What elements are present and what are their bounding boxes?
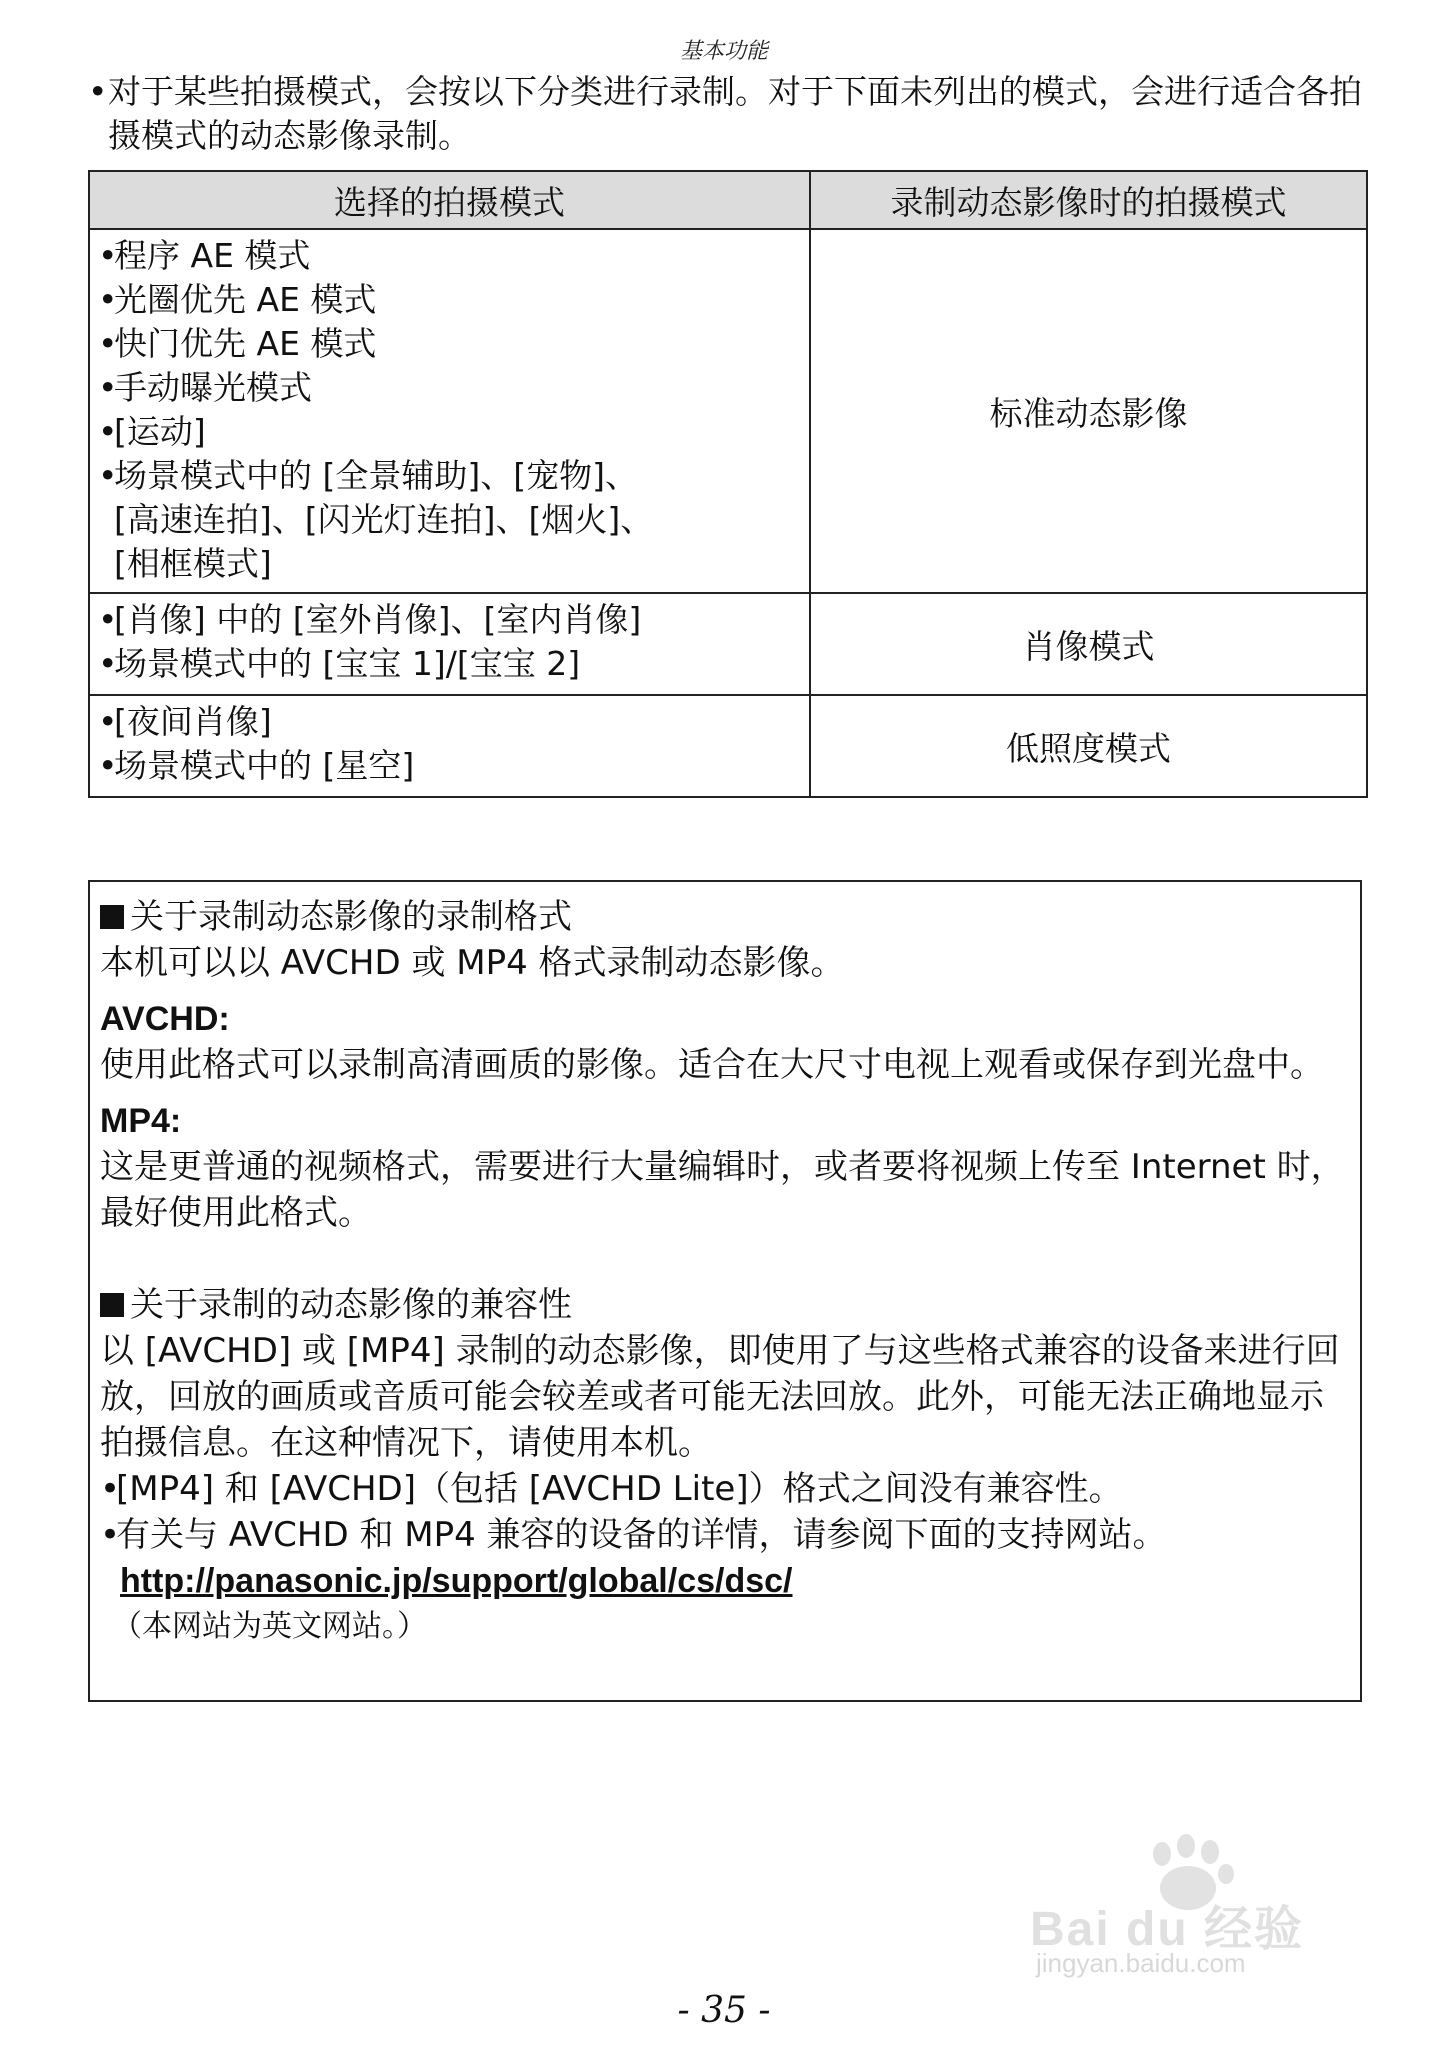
table-row <box>89 593 1367 695</box>
bullet-icon: • <box>98 600 118 639</box>
page-header: 基本功能 <box>679 39 768 64</box>
support-website-link[interactable]: http://panasonic.jp/support/global/cs/dsc/ <box>120 1562 793 1600</box>
selected-modes-cell <box>89 229 810 593</box>
column-header-recording-mode: 录制动态影像时的拍摄模式 <box>810 171 1367 229</box>
bullet-icon: • <box>98 412 118 451</box>
bullet-icon: • <box>88 72 108 111</box>
mp4-heading: MP4: <box>100 1102 182 1140</box>
intro-paragraph <box>88 70 1368 158</box>
table-row <box>89 695 1367 797</box>
table-row <box>89 229 1367 593</box>
spacer <box>100 1236 1352 1282</box>
list-item: • 手动曝光模式 <box>98 366 801 410</box>
bullet-icon: • <box>98 456 118 495</box>
section-title-compatibility: 关于录制的动态影像的兼容性 <box>100 1282 1352 1328</box>
bullet-icon: • <box>98 702 118 741</box>
page-number: - 35 - <box>677 1990 771 2031</box>
table-header-row <box>89 171 1367 229</box>
bullet-icon: • <box>98 236 118 275</box>
square-bullet-icon <box>100 905 124 929</box>
list-item: • 有关与 AVCHD 和 MP4 兼容的设备的详情，请参阅下面的支持网站。 <box>100 1512 1352 1558</box>
section-title-format: 关于录制动态影像的录制格式 <box>100 894 1352 940</box>
list-item: • [夜间肖像] <box>98 700 801 744</box>
list-item: • 场景模式中的 [星空] <box>98 744 801 788</box>
intro-text: 对于某些拍摄模式，会按以下分类进行录制。对于下面未列出的模式，会进行适合各拍摄模式的动态影像录制。 <box>108 72 1362 155</box>
mp4-description: 这是更普通的视频格式，需要进行大量编辑时，或者要将视频上传至 Internet 时，最好使用此格式。 <box>100 1147 1345 1233</box>
shooting-mode-table <box>88 170 1368 798</box>
notes-box <box>88 880 1362 1702</box>
selected-modes-cell <box>89 695 810 797</box>
bullet-icon: • <box>98 644 118 683</box>
avchd-description: 使用此格式可以录制高清画质的影像。适合在大尺寸电视上观看或保存到光盘中。 <box>100 1045 1324 1085</box>
recording-mode-cell: 低照度模式 <box>810 695 1367 797</box>
avchd-heading: AVCHD: <box>100 1000 230 1038</box>
list-item: • 快门优先 AE 模式 <box>98 322 801 366</box>
bullet-icon: • <box>98 368 118 407</box>
bullet-icon: • <box>98 746 118 785</box>
selected-modes-cell <box>89 593 810 695</box>
bullet-icon: • <box>100 1515 121 1555</box>
list-item: • 光圈优先 AE 模式 <box>98 278 801 322</box>
list-item: • [MP4] 和 [AVCHD]（包括 [AVCHD Lite]）格式之间没有兼容性。 <box>100 1466 1352 1512</box>
square-bullet-icon <box>100 1293 124 1317</box>
recording-mode-cell: 标准动态影像 <box>810 229 1367 593</box>
website-language-note: （本网站为英文网站。） <box>112 1609 427 1644</box>
format-intro-text: 本机可以以 AVCHD 或 MP4 格式录制动态影像。 <box>100 943 845 983</box>
list-item: • 场景模式中的 [全景辅助]、[宠物]、[高速连拍]、[闪光灯连拍]、[烟火]、[相框模式] <box>98 454 801 586</box>
list-item: • 场景模式中的 [宝宝 1]/[宝宝 2] <box>98 642 801 686</box>
column-header-selected-mode: 选择的拍摄模式 <box>89 171 810 229</box>
bullet-icon: • <box>98 324 118 363</box>
bullet-icon: • <box>98 280 118 319</box>
baidu-watermark <box>1030 1830 1370 1980</box>
compatibility-text: 以 [AVCHD] 或 [MP4] 录制的动态影像，即使用了与这些格式兼容的设备来进行回放，回放的画质或音质可能会较差或者可能无法回放。此外，可能无法正确地显示拍摄信息。在这种情况下，请使用本机。 <box>100 1331 1340 1463</box>
watermark-brand: Bai du 经验 <box>1030 1903 1305 1956</box>
recording-mode-cell: 肖像模式 <box>810 593 1367 695</box>
list-item: • 程序 AE 模式 <box>98 234 801 278</box>
list-item: • [运动] <box>98 410 801 454</box>
bullet-icon: • <box>100 1469 121 1509</box>
watermark-site: jingyan.baidu.com <box>1036 1948 1246 1978</box>
list-item: • [肖像] 中的 [室外肖像]、[室内肖像] <box>98 598 801 642</box>
